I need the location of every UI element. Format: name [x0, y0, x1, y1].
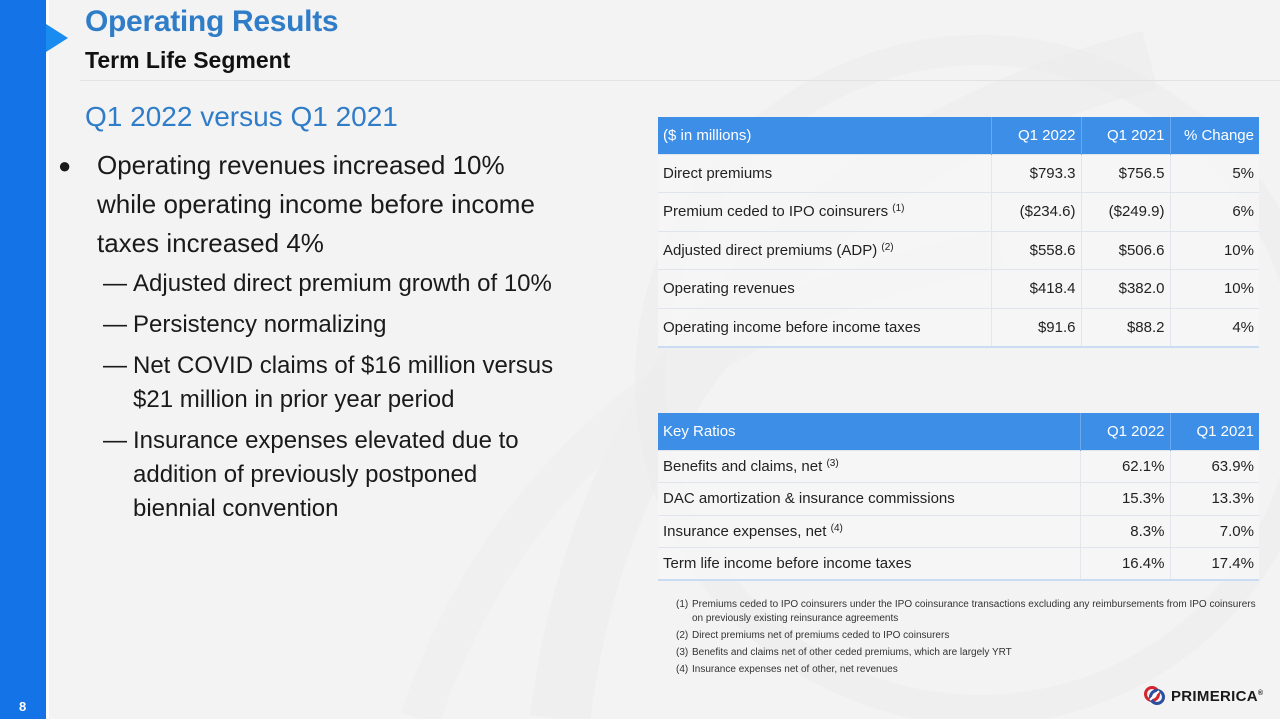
cell-change: 10%: [1170, 231, 1259, 270]
row-label: Term life income before income taxes: [658, 548, 1080, 581]
cell-change: 6%: [1170, 193, 1259, 232]
operating-results-table: [658, 117, 1259, 348]
row-label: Operating revenues: [658, 270, 991, 309]
cell-q1-2022: $91.6: [991, 308, 1081, 347]
table-header-row: [658, 117, 1259, 154]
cell-q1-2022: 8.3%: [1080, 515, 1170, 548]
table-row: [658, 548, 1259, 581]
cell-q1-2021: ($249.9): [1081, 193, 1170, 232]
column-header: Q1 2022: [1080, 413, 1170, 450]
primerica-knot-icon: [1143, 684, 1167, 708]
footnote: [676, 663, 1266, 677]
footnote-number: (2): [676, 630, 689, 641]
key-ratios-table: [658, 413, 1259, 581]
row-label: Insurance expenses, net $^{(4)}$: [658, 515, 1080, 548]
dash-icon: —: [103, 270, 127, 297]
cell-q1-2022: ($234.6): [991, 193, 1081, 232]
dash-icon: —: [103, 311, 127, 338]
cell-q1-2022: 62.1%: [1080, 450, 1170, 483]
table-row: [658, 231, 1259, 270]
cell-q1-2021: $756.5: [1081, 154, 1170, 193]
sub-bullet: [55, 424, 560, 526]
cell-q1-2021: 63.9%: [1170, 450, 1259, 483]
title-pointer-arrow-icon: [46, 24, 68, 52]
table-row: [658, 270, 1259, 309]
column-header: % Change: [1170, 117, 1259, 154]
sub-bullet-text: Insurance expenses elevated due to addition of previously postponed biennial convention: [133, 427, 519, 522]
cell-q1-2022: $418.4: [991, 270, 1081, 309]
table-row: [658, 450, 1259, 483]
footnote-text: Direct premiums net of premiums ceded to IPO coinsurers: [692, 630, 950, 641]
dash-icon: —: [103, 352, 127, 379]
footnote: [676, 646, 1266, 660]
section-heading: Q1 2022 versus Q1 2021: [85, 101, 398, 132]
cell-q1-2021: $88.2: [1081, 308, 1170, 347]
page-title: Operating Results: [85, 5, 339, 38]
table-row: [658, 515, 1259, 548]
footnote-text: Insurance expenses net of other, net revenues: [692, 664, 898, 675]
sidebar-bar: [0, 0, 46, 719]
row-label: Direct premiums: [658, 154, 991, 193]
cell-q1-2021: 13.3%: [1170, 483, 1259, 516]
row-label: Premium ceded to IPO coinsurers $^{(1)}$: [658, 193, 991, 232]
footnote-text: Benefits and claims net of other ceded premiums, which are largely YRT: [692, 647, 1012, 658]
cell-q1-2022: $793.3: [991, 154, 1081, 193]
footnote-number: (4): [676, 664, 689, 675]
footnote-number: (3): [676, 647, 689, 658]
table-row: [658, 193, 1259, 232]
table-row: [658, 308, 1259, 347]
sub-bullet-text: Net COVID claims of $16 million versus $21 million in prior year period: [133, 352, 554, 413]
bullet-main: [55, 146, 560, 263]
sub-bullet-list: [55, 267, 560, 526]
footnotes: [676, 598, 1266, 680]
footnote-number: (1): [676, 599, 689, 610]
page-subtitle: Term Life Segment: [85, 47, 291, 73]
cell-change: 10%: [1170, 270, 1259, 309]
cell-q1-2022: 16.4%: [1080, 548, 1170, 581]
cell-q1-2022: 15.3%: [1080, 483, 1170, 516]
column-header: Q1 2022: [991, 117, 1081, 154]
bullet-dot-icon: ●: [58, 153, 72, 178]
cell-q1-2022: $558.6: [991, 231, 1081, 270]
table-header-row: [658, 413, 1259, 450]
row-label: DAC amortization & insurance commissions: [658, 483, 1080, 516]
row-label: Operating income before income taxes: [658, 308, 991, 347]
primerica-logo: [1143, 684, 1263, 708]
sub-bullet-text: Adjusted direct premium growth of 10%: [133, 270, 552, 297]
table-row: [658, 154, 1259, 193]
column-header: Q1 2021: [1170, 413, 1259, 450]
bullet-main-text: Operating revenues increased 10% while operating income before income taxes increased 4%: [97, 150, 535, 258]
cell-q1-2021: 7.0%: [1170, 515, 1259, 548]
sub-bullet-text: Persistency normalizing: [133, 311, 387, 338]
footnote: [676, 598, 1266, 626]
header-divider: [80, 80, 1280, 81]
dash-icon: —: [103, 427, 127, 454]
cell-q1-2021: 17.4%: [1170, 548, 1259, 581]
column-header: ($ in millions): [658, 117, 991, 154]
logo-text: PRIMERICA®: [1171, 687, 1264, 705]
sidebar-edge: [46, 0, 49, 719]
bullet-list: [55, 146, 560, 533]
page-number: 8: [19, 699, 27, 714]
table-row: [658, 483, 1259, 516]
cell-q1-2021: $506.6: [1081, 231, 1170, 270]
column-header: Key Ratios: [658, 413, 1080, 450]
row-label: Benefits and claims, net $^{(3)}$: [658, 450, 1080, 483]
row-label: Adjusted direct premiums (ADP) $^{(2)}$: [658, 231, 991, 270]
footnote-text: Premiums ceded to IPO coinsurers under the IPO coinsurance transactions excluding any reimbursements from IPO coinsurers on previously existing reinsurance agreements: [692, 599, 1256, 624]
cell-change: 4%: [1170, 308, 1259, 347]
cell-change: 5%: [1170, 154, 1259, 193]
column-header: Q1 2021: [1081, 117, 1170, 154]
sub-bullet: [55, 308, 560, 342]
sub-bullet: [55, 349, 560, 417]
footnote: [676, 629, 1266, 643]
sub-bullet: [55, 267, 560, 301]
cell-q1-2021: $382.0: [1081, 270, 1170, 309]
